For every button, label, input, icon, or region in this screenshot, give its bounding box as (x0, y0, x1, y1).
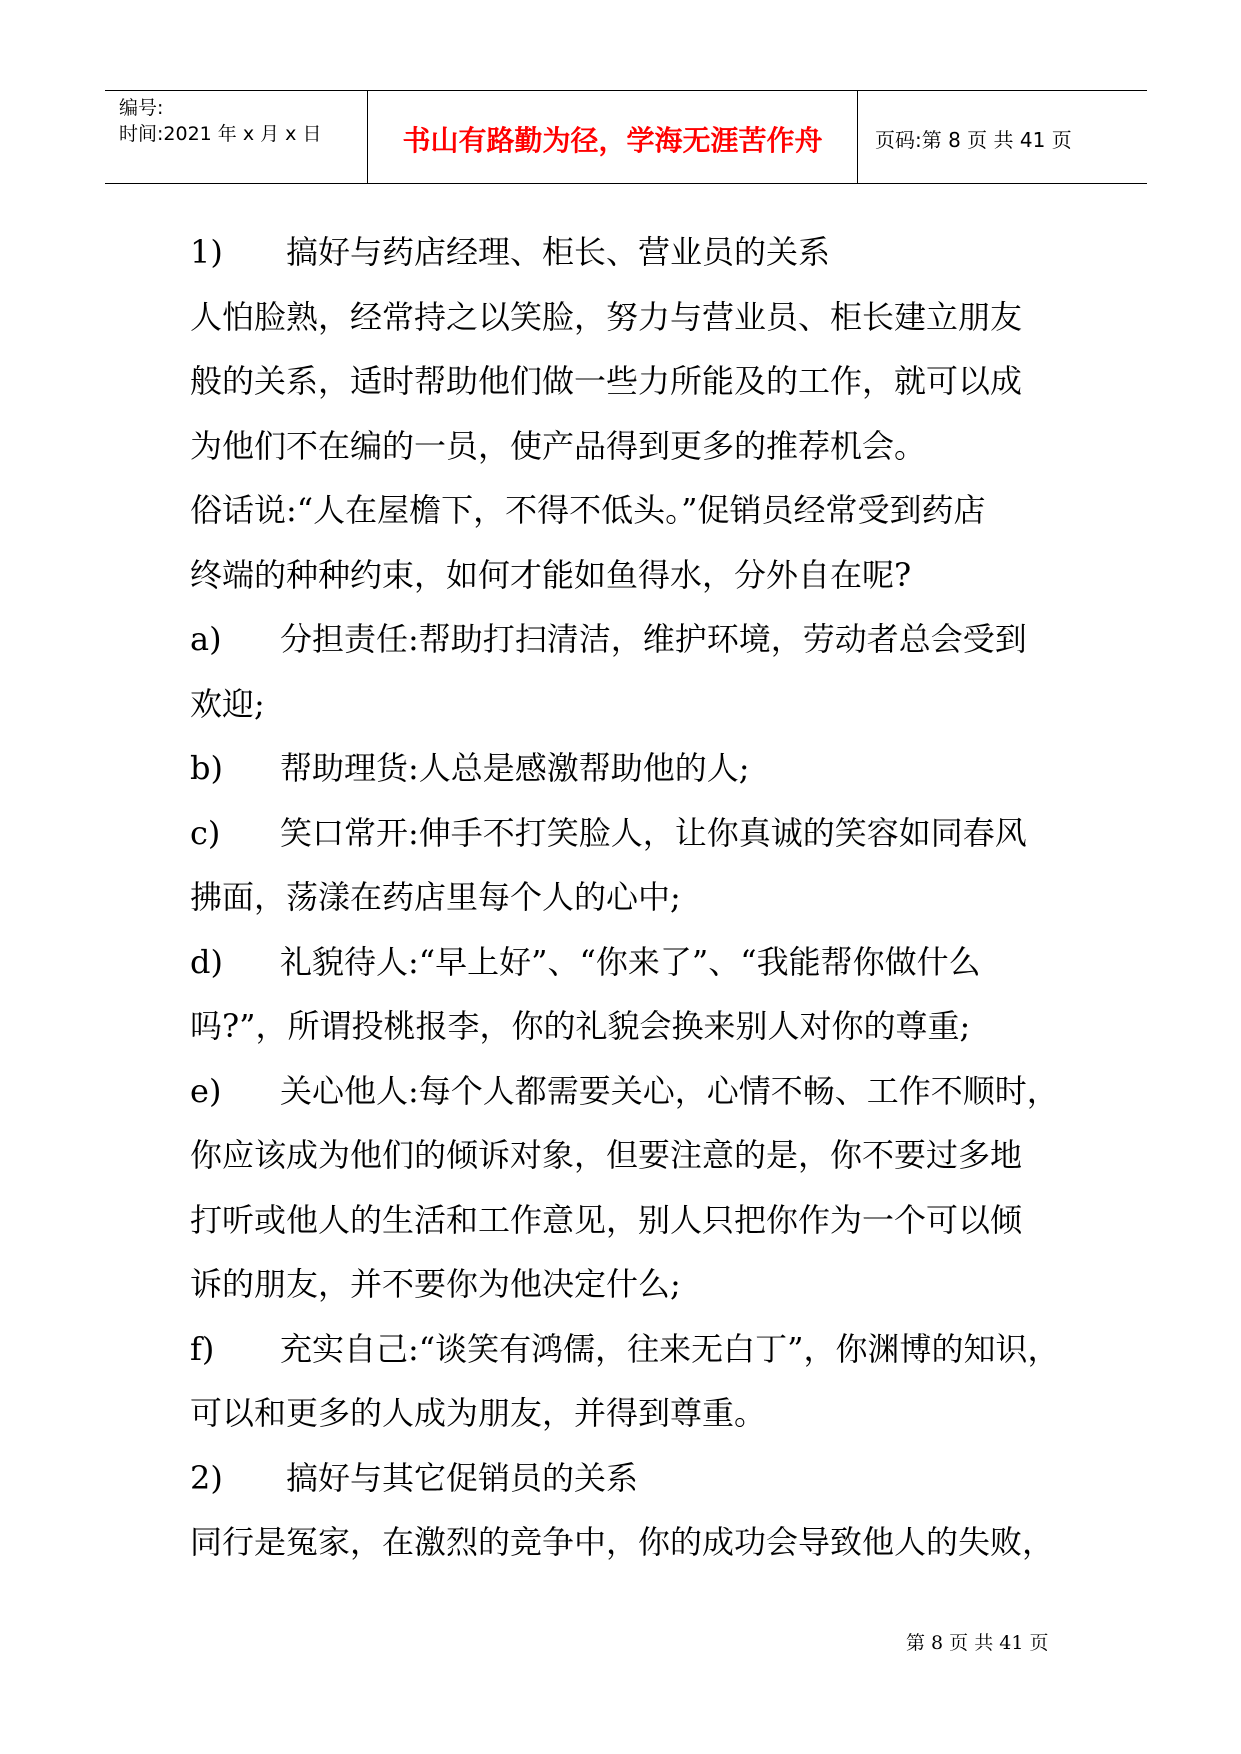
list-item-marker: b) (190, 749, 223, 787)
list-item (190, 801, 1070, 866)
list-item (190, 607, 1070, 672)
list-item-marker: 2) (190, 1458, 223, 1497)
line-text: 帮助理货:人总是感激帮助他的人; (280, 749, 750, 787)
header-left-cell (105, 91, 367, 183)
paragraph-line (190, 414, 1070, 479)
line-text: 打听或他人的生活和工作意见，别人只把你作为一个可以倾 (190, 1200, 1023, 1239)
paragraph-line (190, 1510, 1070, 1575)
line-text: 吗?”，所谓投桃报李，你的礼貌会换来别人对你的尊重; (190, 1007, 971, 1045)
header-page-info: 页码:第 8 页 共 41 页 (875, 128, 1072, 152)
document-number-label: 编号: (119, 97, 164, 119)
line-text: 欢迎; (190, 684, 265, 723)
line-text: 可以和更多的人成为朋友，并得到尊重。 (190, 1394, 767, 1432)
paragraph-line (190, 543, 1070, 608)
list-item-marker: e) (190, 1071, 222, 1110)
header-right-cell (857, 91, 1147, 183)
list-item-marker: f) (190, 1329, 215, 1368)
header-motto: 书山有路勤为径，学海无涯苦作舟 (402, 124, 823, 157)
line-text: 俗话说:“人在屋檐下，不得不低头。”促销员经常受到药店 (190, 491, 986, 529)
line-text: 般的关系，适时帮助他们做一些力所能及的工作，就可以成 (190, 362, 1023, 400)
paragraph-line (190, 349, 1070, 414)
line-text: 你应该成为他们的倾诉对象，但要注意的是，你不要过多地 (190, 1136, 1023, 1174)
page-footer: 第 8 页 共 41 页 (906, 1632, 1049, 1654)
line-text: 充实自己:“谈笑有鸿儒，往来无白丁”，你渊博的知识， (280, 1329, 1060, 1368)
list-item (190, 1317, 1070, 1382)
line-text: 笑口常开:伸手不打笑脸人，让你真诚的笑容如同春风 (280, 813, 1027, 852)
list-item-marker: a) (190, 620, 222, 658)
paragraph-line (190, 865, 1070, 930)
line-text: 拂面，荡漾在药店里每个人的心中; (190, 878, 681, 916)
paragraph-line (190, 1381, 1070, 1446)
list-item (190, 736, 1070, 801)
list-item-marker: 1) (190, 233, 223, 271)
paragraph-line (190, 285, 1070, 350)
line-text: 搞好与其它促销员的关系 (286, 1458, 639, 1497)
list-item (190, 1059, 1070, 1124)
paragraph-line (190, 994, 1070, 1059)
line-text: 分担责任:帮助打扫清洁，维护环境，劳动者总会受到 (280, 620, 1027, 658)
list-item (190, 220, 1070, 285)
line-text: 同行是冤家，在激烈的竞争中，你的成功会导致他人的失败， (190, 1523, 1055, 1561)
line-text: 关心他人:每个人都需要关心，心情不畅、工作不顺时， (280, 1071, 1059, 1110)
line-text: 礼貌待人:“早上好”、“你来了”、“我能帮你做什么 (280, 942, 981, 981)
paragraph-line (190, 478, 1070, 543)
list-item-marker: d) (190, 942, 223, 981)
line-text: 人怕脸熟，经常持之以笑脸，努力与营业员、柜长建立朋友 (190, 297, 1023, 336)
list-item (190, 1446, 1070, 1511)
list-item (190, 930, 1070, 995)
line-text: 搞好与药店经理、柜长、营业员的关系 (286, 233, 831, 271)
paragraph-line (190, 1123, 1070, 1188)
line-text: 终端的种种约束，如何才能如鱼得水，分外自在呢? (190, 555, 912, 594)
paragraph-line (190, 1188, 1070, 1253)
line-text: 为他们不在编的一员，使产品得到更多的推荐机会。 (190, 426, 927, 465)
document-body (190, 220, 1070, 1575)
line-text: 诉的朋友，并不要你为他决定什么; (190, 1265, 681, 1303)
header-middle-cell (367, 91, 858, 183)
page-header (105, 90, 1147, 184)
paragraph-line (190, 672, 1070, 737)
list-item-marker: c) (190, 813, 221, 852)
paragraph-line (190, 1252, 1070, 1317)
document-time-label: 时间:2021 年 x 月 x 日 (119, 123, 322, 145)
